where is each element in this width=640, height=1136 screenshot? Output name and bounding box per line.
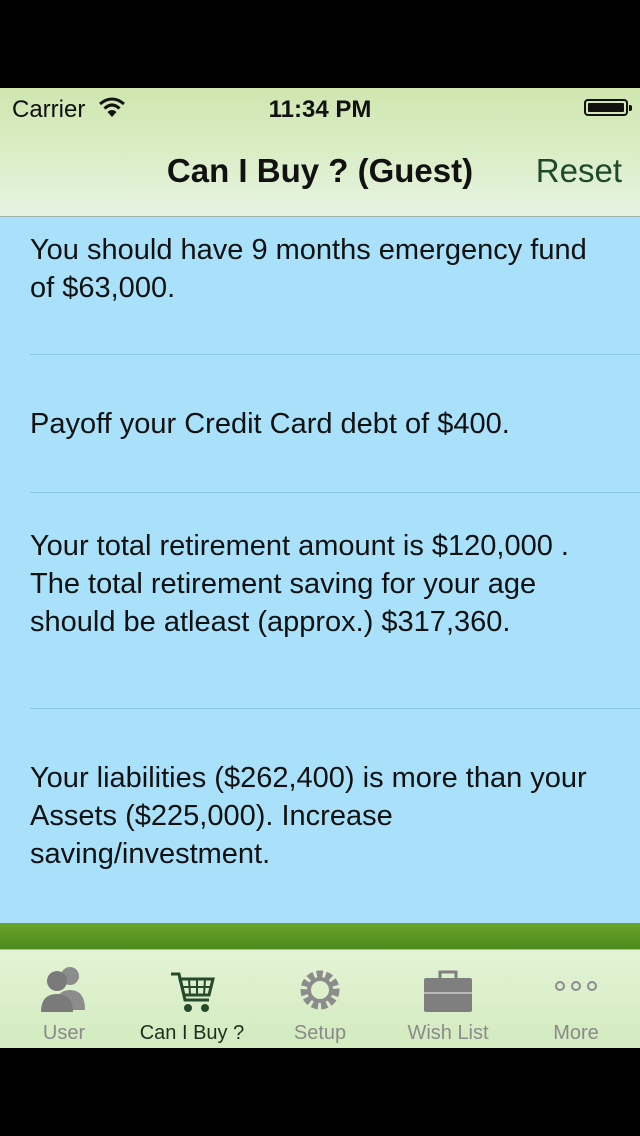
battery-icon: [584, 99, 628, 116]
advice-credit-card[interactable]: Payoff your Credit Card debt of $400.: [30, 355, 640, 493]
advice-retirement[interactable]: Your total retirement amount is $120,000 . The total retirement saving for your age should be atleast (approx.) $317,360.: [30, 493, 640, 709]
advice-emergency-fund[interactable]: You should have 9 months emergency fund of $63,000.: [30, 217, 640, 355]
briefcase-icon: [423, 964, 473, 1016]
section-divider: [0, 923, 640, 949]
carrier-label: Carrier: [12, 96, 86, 123]
gear-icon: [295, 964, 345, 1016]
page-title: Can I Buy ? (Guest): [166, 152, 474, 189]
reset-button[interactable]: Reset: [535, 152, 622, 189]
users-icon: [39, 964, 89, 1016]
status-bar: [0, 88, 640, 128]
tab-can-i-buy[interactable]: [128, 950, 256, 1048]
tab-setup[interactable]: [256, 950, 384, 1048]
app-screen: [0, 88, 640, 1048]
tab-wish-list[interactable]: [384, 950, 512, 1048]
tab-bar: [0, 949, 640, 1048]
status-time: 11:34 PM: [268, 96, 372, 123]
tab-label: Setup: [293, 1022, 347, 1044]
header: [0, 88, 640, 217]
more-icon: [551, 964, 601, 1016]
tab-label: Can I Buy ?: [139, 1022, 245, 1044]
tab-label: User: [42, 1022, 86, 1044]
tab-label: Wish List: [407, 1022, 489, 1044]
cart-icon: [167, 964, 217, 1016]
tab-more[interactable]: [512, 950, 640, 1048]
tab-user[interactable]: [0, 950, 128, 1048]
tab-label: More: [553, 1022, 599, 1044]
advice-liabilities[interactable]: Your liabilities ($262,400) is more than your Assets ($225,000). Increase saving/investment.: [30, 762, 587, 870]
advice-list: [0, 217, 640, 923]
